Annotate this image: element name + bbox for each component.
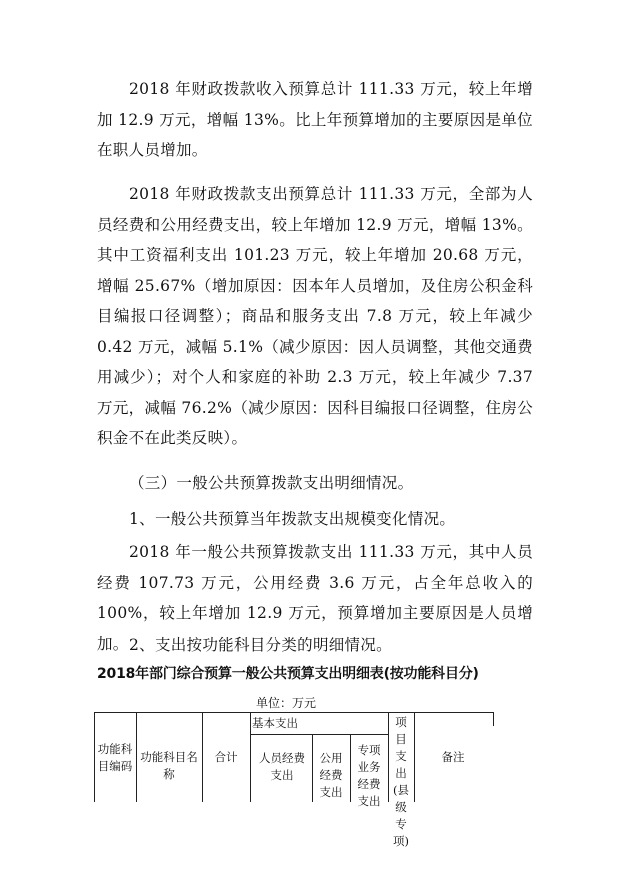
section-heading: （三）一般公共预算拨款支出明细情况。: [129, 474, 414, 492]
table-col-divider: [136, 712, 137, 802]
header-function-name: 功能科目名称: [140, 750, 198, 781]
table-col-divider: [250, 712, 251, 802]
paragraph-revenue: 2018 年财政拨款收入预算总计 111.33 万元，较上年增加 12.9 万元，增幅 13%。比上年预算增加的主要原因是单位在职人员增加。: [97, 80, 533, 159]
table-col-divider: [350, 734, 351, 802]
table-subheader-line: [250, 734, 388, 735]
item-heading-2: 2、支出按功能科目分类的明细情况。: [129, 636, 392, 654]
item-heading-1: 1、一般公共预算当年拨款支出规模变化情况。: [129, 510, 456, 528]
header-function-code: 功能科目编码: [97, 742, 133, 773]
header-public-expenses: 公用经费支出: [319, 751, 343, 799]
header-special-business-expenses: 专项业务经费支出: [357, 743, 381, 808]
paragraph-expenditure: 2018 年财政拨款支出预算总计 111.33 万元，全部为人员经费和公用经费支出，较上年增加 12.9 万元，增幅 13%。其中工资福利支出 101.23 万元，较上年增加 20.68 万元，增幅 25.67%（增加原因：因本年人员增加，及住房公积金科目编报口径调整）；商品和服务支出 7.8 万元，较上年减少 0.42 万元，减幅 5.1%（减少原因：因人员调整，其他交通费用减少）；对个人和家庭的补助 2.3 万元，较上年减少 7.37 万元，减幅 76.2%（减少原因：因科目编报口径调整，住房公积金不在此类反映）。: [97, 185, 533, 447]
table-title: 2018年部门综合预算一般公共预算支出明细表(按功能科目分): [97, 666, 479, 682]
table-unit: 单位：万元: [256, 696, 317, 710]
header-basic-expenditure: 基本支出: [252, 716, 298, 730]
table-col-divider: [388, 712, 389, 802]
table-border-right: [493, 712, 494, 726]
table-col-divider: [202, 712, 203, 802]
table-border-left: [94, 712, 95, 802]
table-col-divider: [312, 734, 313, 802]
paragraph-general-budget: 2018 年一般公共预算拨款支出 111.33 万元，其中人员经费 107.73 万元，公用经费 3.6 万元，占全年总收入的 100%，较上年增加 12.9 万元，预算增加主要原因是人员增加。: [97, 543, 533, 653]
expenditure-table: [94, 712, 494, 848]
table-border-top: [94, 712, 494, 713]
table-col-divider: [414, 712, 415, 802]
header-total: 合计: [214, 750, 238, 764]
header-remarks: 备注: [441, 750, 465, 764]
header-personnel-expenses: 人员经费支出: [259, 751, 305, 782]
header-project-expenditure: 项目支出(县级专项): [393, 715, 409, 848]
